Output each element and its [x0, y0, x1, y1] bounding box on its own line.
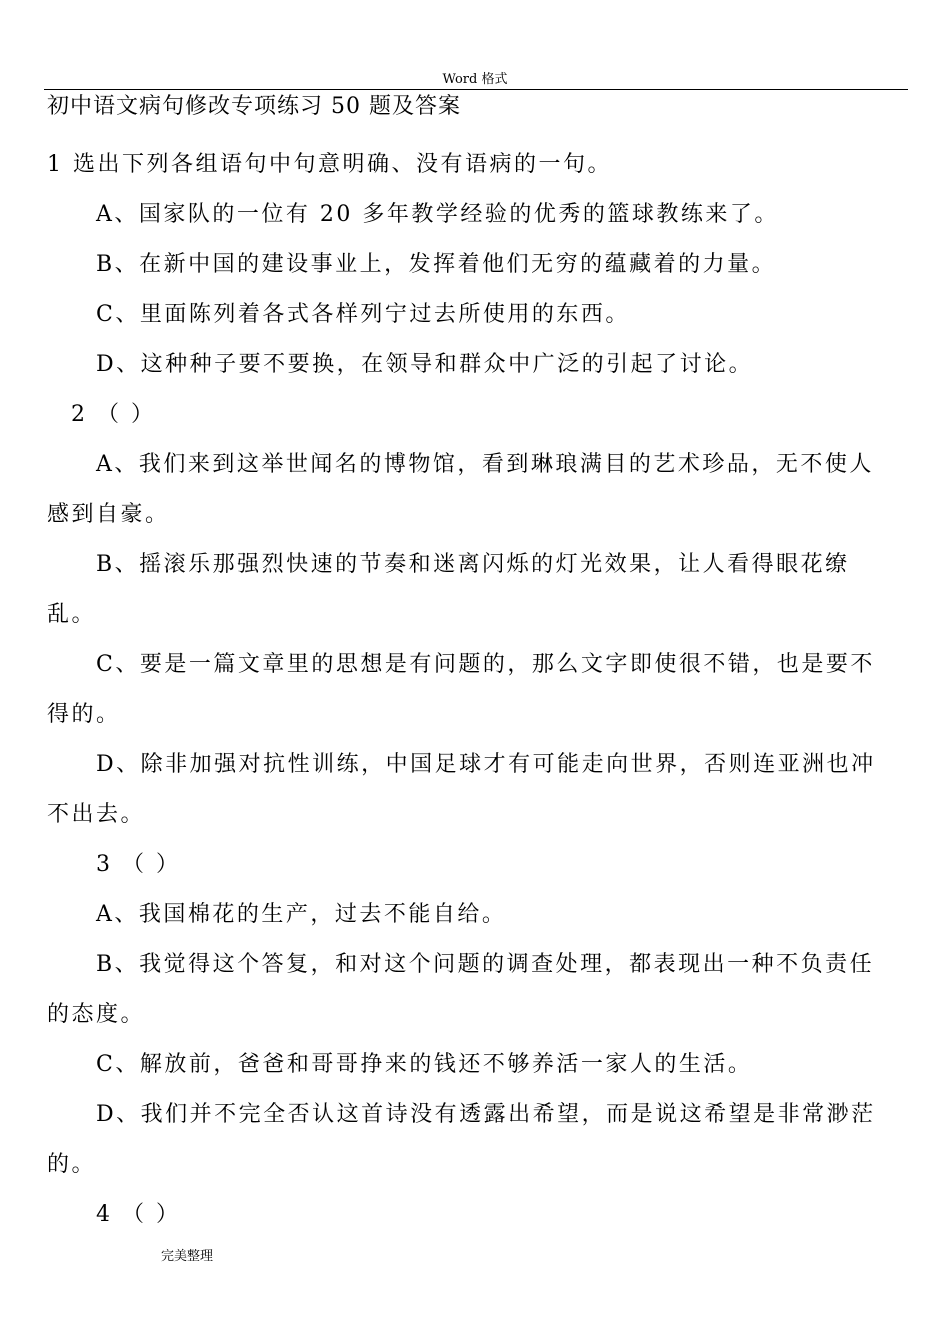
text-line: A、我们来到这举世闻名的博物馆，看到琳琅满目的艺术珍品，无不使人 [96, 452, 874, 477]
document-title: 初中语文病句修改专项练习 50 题及答案 [47, 94, 461, 119]
question-number: 2 （ ） [71, 402, 156, 427]
text-line: C、要是一篇文章里的思想是有问题的，那么文字即使很不错，也是要不 [96, 652, 875, 677]
text-line: C、解放前，爸爸和哥哥挣来的钱还不够养活一家人的生活。 [96, 1052, 753, 1077]
text-line: C、里面陈列着各式各样列宁过去所使用的东西。 [96, 302, 630, 327]
page-header: Word 格式 [442, 72, 508, 87]
text-line: 乱。 [47, 602, 97, 627]
text-line: D、这种种子要不要换，在领导和群众中广泛的引起了讨论。 [96, 352, 754, 377]
text-line: B、我觉得这个答复，和对这个问题的调查处理，都表现出一种不负责任 [96, 952, 875, 977]
text-line: 的态度。 [47, 1002, 146, 1027]
text-line: B、摇滚乐那强烈快速的节奏和迷离闪烁的灯光效果，让人看得眼花缭 [96, 552, 850, 577]
text-line: A、我国棉花的生产，过去不能自给。 [96, 902, 507, 927]
document-body [47, 140, 907, 1240]
text-line: A、国家队的一位有 20 多年教学经验的优秀的篮球教练来了。 [96, 202, 779, 227]
text-line: 1 选出下列各组语句中句意明确、没有语病的一句。 [47, 152, 612, 177]
text-line: 不出去。 [47, 802, 146, 827]
question-number: 3 （ ） [96, 852, 181, 877]
text-line: 得的。 [47, 702, 121, 727]
text-line: B、在新中国的建设事业上，发挥着他们无穷的蕴藏着的力量。 [96, 252, 777, 277]
page-footer: 完美整理 [161, 1249, 214, 1264]
header-rule [44, 89, 908, 90]
question-number: 4 （ ） [96, 1202, 181, 1227]
text-line: D、除非加强对抗性训练，中国足球才有可能走向世界，否则连亚洲也冲 [96, 752, 876, 777]
text-line: D、我们并不完全否认这首诗没有透露出希望，而是说这希望是非常渺茫 [96, 1102, 876, 1127]
text-line: 感到自豪。 [47, 502, 170, 527]
text-line: 的。 [47, 1152, 97, 1177]
